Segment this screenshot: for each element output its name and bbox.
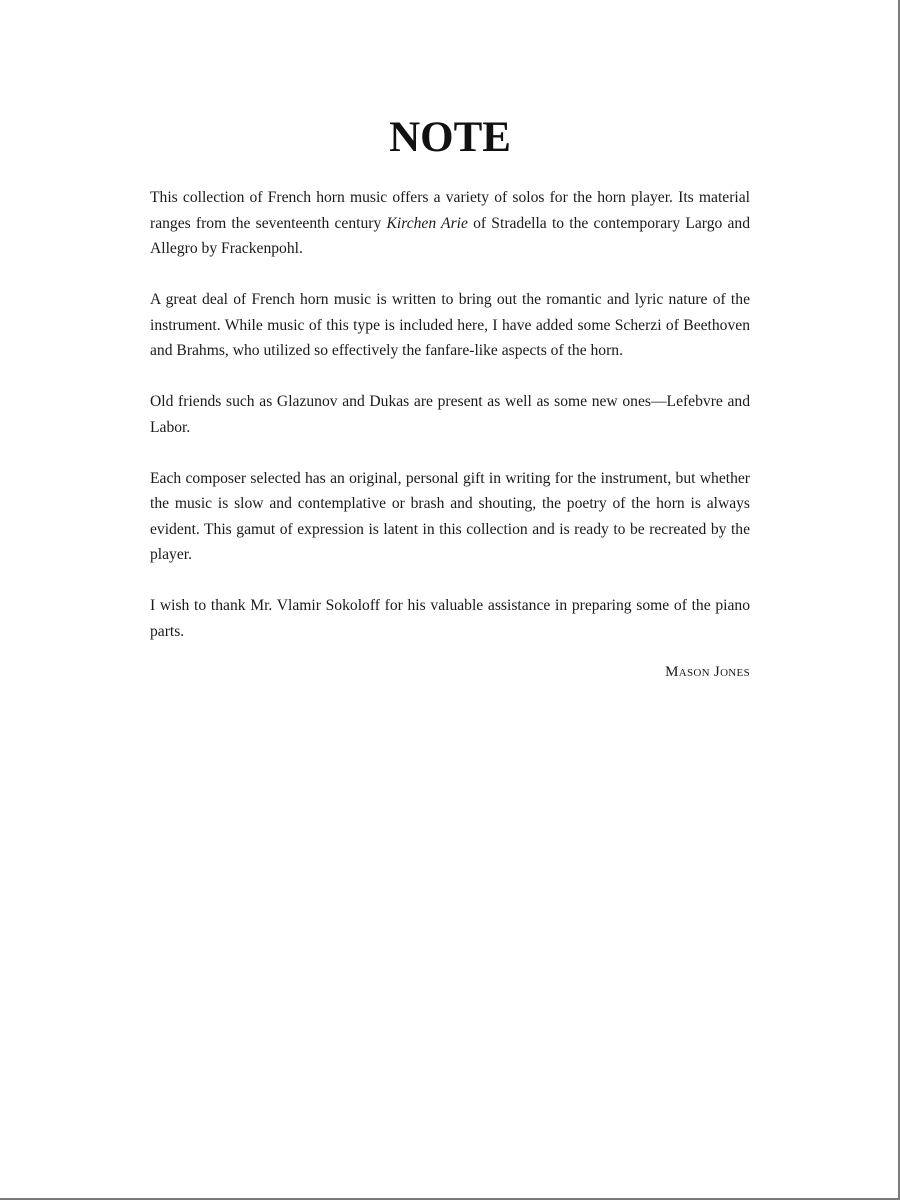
page-title: NOTE (389, 114, 511, 161)
paragraph-4: Each composer selected has an original, personal gift in writing for the instrument, but whether the music is slow and contemplative or brash and shouting, the poetry of the horn is always evident. This gamut of expression is latent in this collection and is ready to be recreated by the player. (150, 469, 750, 563)
paragraph-2: A great deal of French horn music is written to bring out the romantic and lyric nature of the instrument. While music of this type is included here, I have added some Scherzi of Beethoven and Brahms, who utilized so effectively the fanfare-like aspects of the horn. (150, 291, 750, 359)
author-signature: Mason Jones (665, 664, 750, 680)
paragraph-1 (150, 185, 750, 262)
paragraph-1-text-b: of Stradella to the contemporary Largo and Allegro by Frackenpohl. (150, 214, 751, 257)
paragraph-5: I wish to thank Mr. Vlamir Sokoloff for his valuable assistance in preparing some of the piano parts. (150, 597, 750, 640)
paragraph-1-italic-title: Kirchen Arie (386, 214, 468, 232)
note-body (150, 185, 750, 644)
paragraph-1-text-a: This collection of French horn music offers a variety of solos for the horn player. Its material ranges from the seventeenth century (150, 189, 750, 232)
paragraph-3: Old friends such as Glazunov and Dukas are present as well as some new ones—Lefebvre and Labor. (150, 393, 750, 436)
